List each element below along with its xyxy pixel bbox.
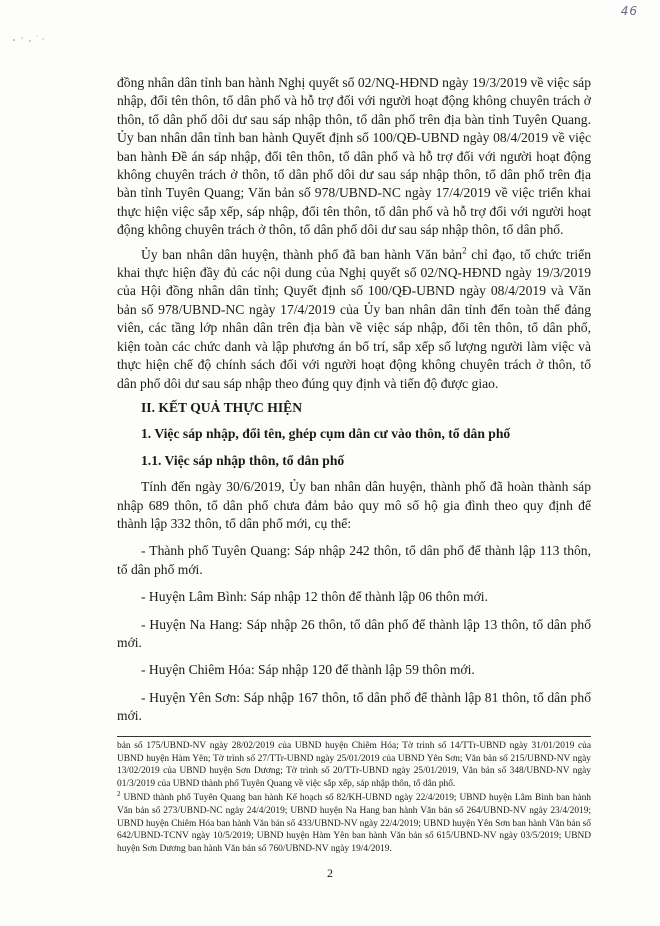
scan-specks xyxy=(10,30,50,50)
section-heading-results: II. KẾT QUẢ THỰC HIỆN xyxy=(141,399,303,415)
handwritten-page-note: 46 xyxy=(620,4,638,18)
footnote-ref-2: 2 xyxy=(462,245,467,256)
subsection-heading-1: 1. Việc sáp nhập, đổi tên, ghép cụm dân cư vào thôn, tổ dân phố xyxy=(141,426,511,442)
list-item: - Thành phố Tuyên Quang: Sáp nhập 242 thôn, tổ dân phố để thành lập 113 thôn, tổ dân phố mới. xyxy=(117,543,591,577)
page-number: 2 xyxy=(327,866,333,880)
footnote-2-text: UBND thành phố Tuyên Quang ban hành Kế hoạch số 82/KH-UBND ngày 22/4/2019; UBND huyện Lâm Bình ban hành Văn bản số 273/UBND-NC ngày 24/4/2019; UBND huyện Na Hang ban hành Văn bản số 264/UBND-NV ngày 23/4/2019; UBND huyện Chiêm Hóa ban hành Văn bản số 433/UBND-NV ngày 22/4/2019; UBND huyện Yên Sơn ban hành Văn bản số 642/UBND-TCNV ngày 10/5/2019; UBND huyện Hàm Yên ban hành Văn bản số 615/UBND-NV ngày 03/5/2019; UBND huyện Sơn Dương ban hành Văn bản số 760/UBND-NV ngày 19/4/2019. xyxy=(117,793,591,854)
list-item: - Huyện Yên Sơn: Sáp nhập 167 thôn, tổ dân phố để thành lập 81 thôn, tổ dân phố mới. xyxy=(117,689,591,724)
list-item: - Huyện Lâm Bình: Sáp nhập 12 thôn để thành lập 06 thôn mới. xyxy=(141,589,488,605)
footnote-1-continuation: bản số 175/UBND-NV ngày 28/02/2019 của UBND huyện Chiêm Hóa; Tờ trình số 14/TTr-UBND ngày 31/01/2019 của UBND huyện Hàm Yên; Tờ trình số 27/TTr-UBND ngày 25/01/2019 của UBND Yên Sơn; Văn bản số 215/UBND-NV ngày 13/02/2019 của UBND huyện Sơn Dương; Tờ trình số 20/TTr-UBND ngày 25/01/2019, Văn bản số 348/UBND-NV ngày 01/3/2019 của UBND thành phố Tuyên Quang về việc sắp xếp, sáp nhập thôn, tổ dân phố. xyxy=(117,741,591,789)
paragraph-text-end: chỉ đạo, tổ chức triển khai thực hiện đầy đủ các nội dung của Nghị quyết số 02/NQ-HĐND ngày 19/3/2019 của Hội đồng nhân dân tỉnh; Quyết định số 100/QĐ-UBND ngày 08/4/2019 và Văn bản số 978/UBND-NC ngày 17/4/2019 của Ủy ban nhân dân tỉnh đến toàn thể đảng viên, các tầng lớp nhân dân trên địa bàn về việc sáp nhập, đổi tên thôn, tổ dân phố, kiện toàn các chức danh và lập phương án bố trí, sắp xếp số lượng người làm việc và thực hiện chế độ chính sách đối với người hoạt động không chuyên trách ở thôn, tổ dân phố dôi dư sau sáp nhập theo đúng quy định và tiến độ được giao. xyxy=(117,246,591,391)
paragraph-summary: Tính đến ngày 30/6/2019, Ủy ban nhân dân huyện, thành phố đã hoàn thành sáp nhập 689 thôn, tổ dân phố chưa đảm bảo quy mô số hộ gia đình theo quy định để thành lập 332 thôn, tổ dân phố mới, cụ thể: xyxy=(117,479,591,531)
footnotes xyxy=(117,740,591,857)
footnote-2-marker: 2 xyxy=(117,790,121,799)
list-item: - Huyện Chiêm Hóa: Sáp nhập 120 để thành lập 59 thôn mới. xyxy=(141,662,475,678)
paragraph-text-start: Ủy ban nhân dân huyện, thành phố đã ban hành Văn bản xyxy=(141,246,463,262)
footnote-divider xyxy=(117,736,591,737)
subsection-heading-1-1: 1.1. Việc sáp nhập thôn, tổ dân phố xyxy=(141,452,345,468)
footnote-2 xyxy=(117,792,591,855)
main-body xyxy=(117,74,591,735)
paragraph-district-directives xyxy=(117,246,591,393)
list-item: - Huyện Na Hang: Sáp nhập 26 thôn, tổ dân phố để thành lập 13 thôn, tổ dân phố mới. xyxy=(117,616,591,650)
paragraph-continuation: đồng nhân dân tỉnh ban hành Nghị quyết số 02/NQ-HĐND ngày 19/3/2019 về việc sáp nhập, đổi tên thôn, tổ dân phố và hỗ trợ đối với người hoạt động không chuyên trách ở thôn, tổ dân phố dôi dư sau sáp nhập thôn, tổ dân phố trên địa bàn tỉnh Tuyên Quang. Ủy ban nhân dân tỉnh ban hành Quyết định số 100/QĐ-UBND ngày 08/4/2019 về việc ban hành Đề án sáp nhập, đổi tên thôn, tổ dân phố và hỗ trợ đối với người hoạt động không chuyên trách ở thôn, tổ dân phố dôi dư sau sáp nhập thôn, tổ dân phố trên địa bàn tỉnh Tuyên Quang; Văn bản số 978/UBND-NC ngày 17/4/2019 về việc triển khai thực hiện việc sắp xếp, sáp nhập, đổi tên thôn, tổ dân phố và hỗ trợ đối với người hoạt động không chuyên trách ở thôn, tổ dân phố dôi dư sau sáp nhập thôn, tổ dân phố. xyxy=(117,75,591,238)
